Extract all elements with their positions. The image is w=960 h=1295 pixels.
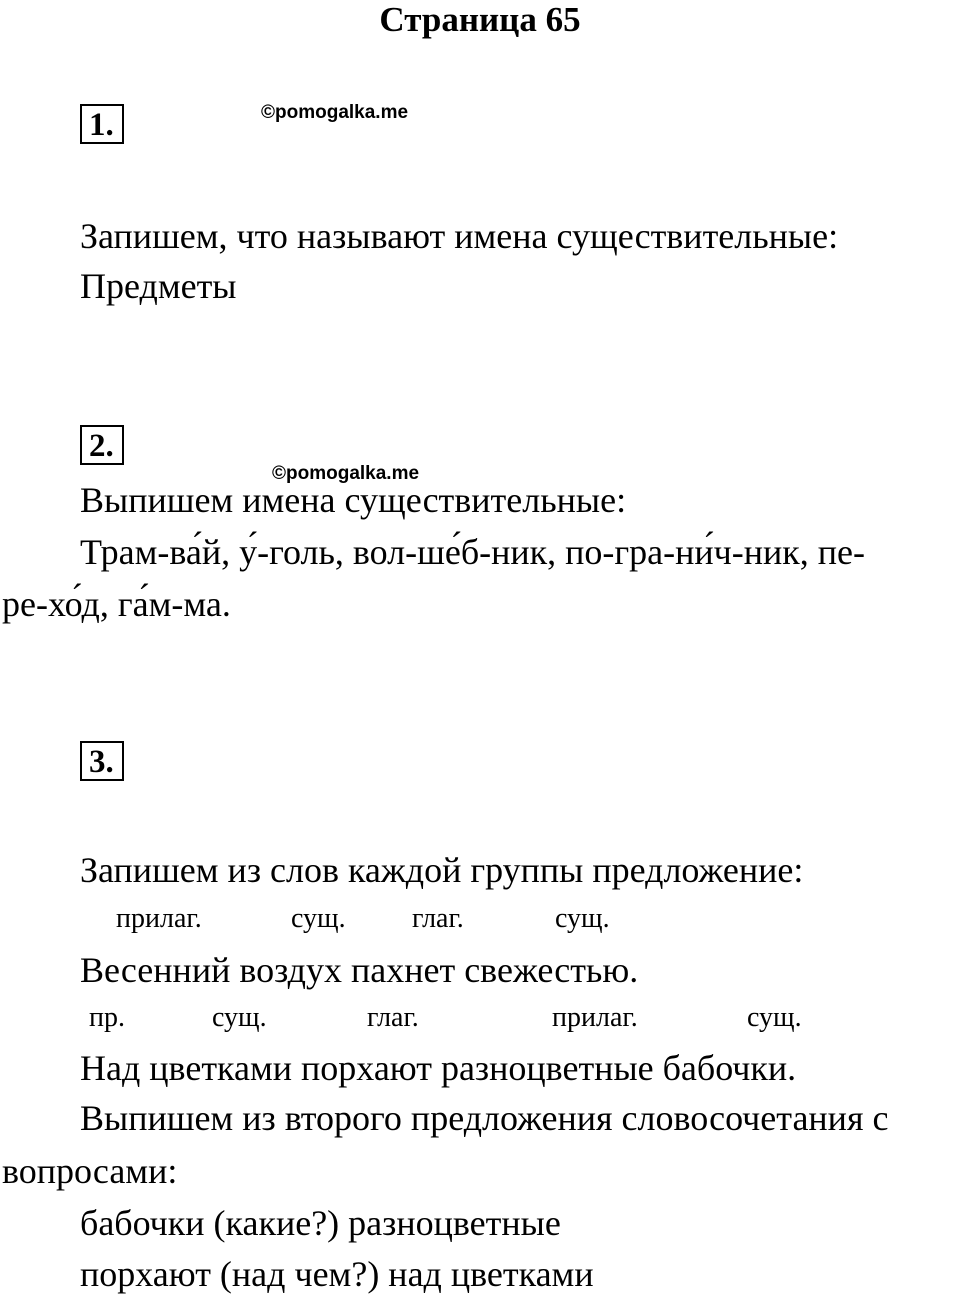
- sentence-2: Над цветками порхают разноцветные бабочки.: [80, 1048, 797, 1088]
- task-number: 3.: [89, 744, 114, 780]
- task-1-answer: Предметы: [80, 266, 237, 306]
- page-title: Страница 65: [379, 0, 581, 39]
- phrase: порхают (над чем?) над цветками: [80, 1254, 594, 1294]
- pos-label: глаг.: [367, 1002, 419, 1033]
- watermark: ©pomogalka.me: [272, 463, 420, 484]
- phrases-intro: Выпишем из второго предложения словосочетания с: [80, 1098, 889, 1138]
- sentence-1: Весенний воздух пахнет свежестью.: [80, 950, 639, 990]
- pos-label: сущ.: [555, 903, 610, 934]
- task-2-line-1: Выпишем имена существительные:: [80, 480, 627, 520]
- task-2-line-2: Трам-ва́й, у́-голь, вол-ше́б-ник, по-гра-ни́ч-ник, пе-: [80, 532, 866, 572]
- pos-label: пр.: [89, 1002, 125, 1033]
- task-3-intro: Запишем из слов каждой группы предложение:: [80, 850, 804, 890]
- task-number: 1.: [89, 107, 114, 143]
- task-2-line-3: ре-хо́д, га́м-ма.: [2, 584, 231, 624]
- pos-label: глаг.: [412, 903, 464, 934]
- phrases-intro-continued: вопросами:: [2, 1151, 178, 1191]
- phrase: бабочки (какие?) разноцветные: [80, 1203, 561, 1243]
- pos-label: прилаг.: [552, 1002, 638, 1033]
- task-1-line-1: Запишем, что называют имена существительные:: [80, 216, 839, 256]
- task-number: 2.: [89, 428, 114, 464]
- pos-label: сущ.: [212, 1002, 267, 1033]
- pos-label: сущ.: [747, 1002, 802, 1033]
- pos-label: сущ.: [291, 903, 346, 934]
- watermark: ©pomogalka.me: [261, 102, 409, 123]
- pos-label: прилаг.: [116, 903, 202, 934]
